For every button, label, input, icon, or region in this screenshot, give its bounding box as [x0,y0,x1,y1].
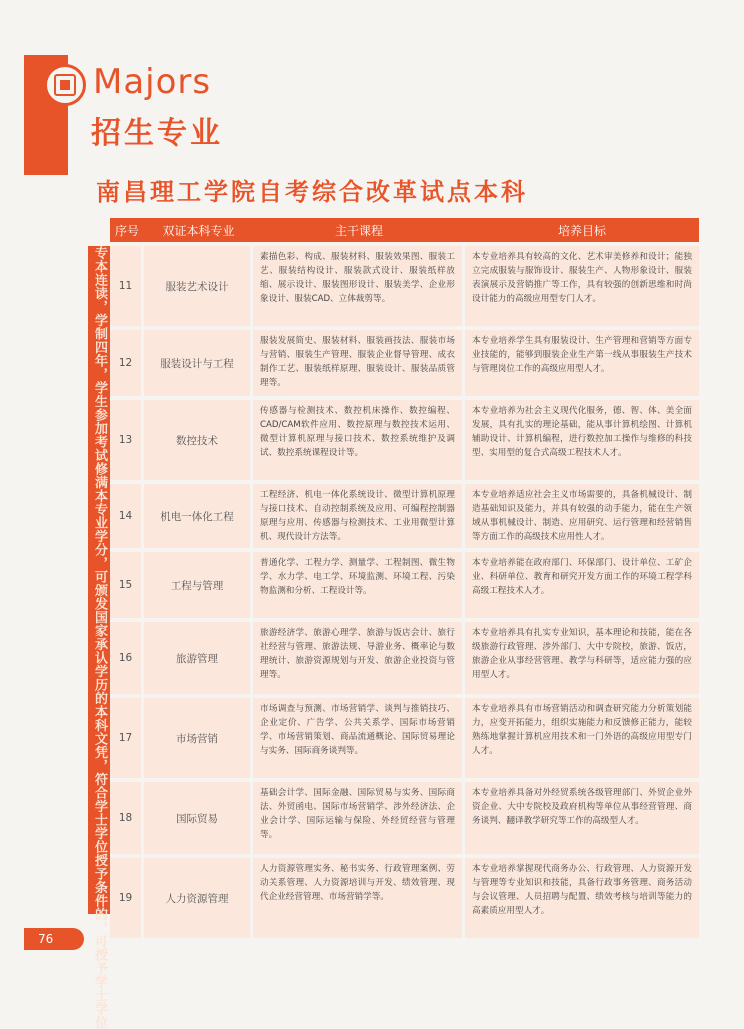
section-label-cn: 招生专业 [91,116,223,151]
row-major: 数控技术 [144,400,253,480]
table-row [110,400,699,480]
row-courses: 市场调查与预测、市场营销学、谈判与推销技巧、企业定价、广告学、公共关系学、国际市场营销学、市场营销策划、商品流通概论、国际贸易理论与实务、国际商务谈判等。 [253,698,465,778]
majors-table [110,218,699,938]
table-row [110,622,699,694]
row-goal: 本专业培养学生具有服装设计、生产管理和营销等方面专业技能的，能够到服装企业生产第一线从事服装生产技术与管理岗位工作的高级应用型人才。 [465,330,699,396]
row-courses: 工程经济、机电一体化系统设计、微型计算机原理与接口技术、自动控制系统及应用、可编程控制器原理与应用、传感器与检测技术、工业用微型计算机、现代设计方法等。 [253,484,465,548]
table-row [110,782,699,854]
row-goal: 本专业培养适应社会主义市场需要的，具备机械设计、制造基础知识及能力，并具有较强的动手能力，能在生产领域从事机械设计、制造、应用研究、运行管理和经营销售等方面工作的高级技术应用性人才。 [465,484,699,548]
row-goal: 本专业培养掌握现代商务办公、行政管理、人力资源开发与管理等专业知识和技能，具备行政事务管理、商务活动与会议管理、人员招聘与配置、绩效考核与培训等能力的高素质应用型人才。 [465,858,699,938]
page-number: 76 [24,928,84,950]
row-major: 服装艺术设计 [144,246,253,326]
emblem-icon [44,64,86,106]
side-note-text: 专本连读，学制四年，学生参加考试修满本专业学分，可颁发国家承认学历的本科文凭，符合学士学位授予条件的，可授予学士学位 [92,246,107,1029]
table-row [110,246,699,326]
row-no: 11 [110,246,144,326]
row-courses: 素描色彩、构成、服装材料、服装效果图、服装工艺、服装结构设计、服装款式设计、服装纸样放缩、展示设计、服装图形设计、服装美学、企业形象设计、服装CAD、立体裁剪等。 [253,246,465,326]
row-goal: 本专业培养具有扎实专业知识，基本理论和技能，能在各级旅游行政管理、涉外部门、大中专院校，旅游、饭店，旅游企业从事经营管理、教学与科研等，适应能力强的应用型人才。 [465,622,699,694]
row-goal: 本专业培养能在政府部门、环保部门、设计单位、工矿企业、科研单位、教育和研究开发方面工作的环境工程学科高级工程技术人才。 [465,552,699,618]
row-major: 机电一体化工程 [144,484,253,548]
row-major: 工程与管理 [144,552,253,618]
row-major: 人力资源管理 [144,858,253,938]
header-no: 序号 [114,223,139,238]
row-courses: 传感器与检测技术、数控机床操作、数控编程、CAD/CAM软件应用、数控原理与数控技术运用、微型计算机原理与接口技术、数控系统维护及调试、数控系统课程设计等。 [253,400,465,480]
row-major: 旅游管理 [144,622,253,694]
row-goal: 本专业培养为社会主义现代化服务，德、智、体、美全面发展，具有扎实的理论基础，能从事计算机绘图、计算机辅助设计、计算机编程，进行数控加工操作与维修的科技型、实用型的复合式高级工程技术人才。 [465,400,699,480]
row-major: 市场营销 [144,698,253,778]
header-goal: 培养目标 [557,223,606,238]
row-goal: 本专业培养具有较高的文化、艺术审美修养和设计；能独立完成服装与服饰设计、服装生产、人物形象设计、服装表演展示及营销推广等工作，具有较强的创新思维和时尚设计能力的高级应用型专门人才。 [465,246,699,326]
section-label-en: Majors [93,62,212,102]
row-goal: 本专业培养具备对外经贸系统各级管理部门、外贸企业外资企业、大中专院校及政府机构等单位从事经营管理、商务谈判、翻译教学研究等工作的高级型人才。 [465,782,699,854]
table-row [110,330,699,396]
row-courses: 基础会计学、国际金融、国际贸易与实务、国际商法、外贸函电、国际市场营销学、涉外经济法、企业会计学、国际运输与保险、外经贸经营与管理等。 [253,782,465,854]
row-no: 17 [110,698,144,778]
row-major: 国际贸易 [144,782,253,854]
row-no: 14 [110,484,144,548]
row-no: 12 [110,330,144,396]
table-row [110,698,699,778]
row-no: 16 [110,622,144,694]
side-note-bar [88,246,110,1029]
table-row [110,858,699,938]
row-no: 18 [110,782,144,854]
header-courses: 主干课程 [334,223,383,238]
row-no: 19 [110,858,144,938]
row-courses: 服装发展简史、服装材料、服装画技法、服装市场与营销、服装生产管理、服装企业督导管理、成衣制作工艺、服装纸样原理、服装设计、服装品质管理等。 [253,330,465,396]
row-major: 服装设计与工程 [144,330,253,396]
table-row [110,552,699,618]
row-no: 15 [110,552,144,618]
row-courses: 旅游经济学、旅游心理学、旅游与饭店会计、旅行社经营与管理、旅游法规、导游业务、概率论与数理统计、旅游资源规划与开发、旅游企业投资与管理等。 [253,622,465,694]
row-goal: 本专业培养具有市场营销活动和调查研究能力分析策划能力，应变开拓能力，组织实施能力和反馈修正能力，能较熟练地掌握计算机应用技术和一门外语的高级应用型专门人才。 [465,698,699,778]
header-major: 双证本科专业 [162,223,235,238]
table-row [110,484,699,548]
row-courses: 普通化学、工程力学、测量学、工程制图、微生物学、水力学、电工学、环境监测、环境工程、污染物监测和分析、工程设计等。 [253,552,465,618]
table-header [110,218,699,242]
row-courses: 人力资源管理实务、秘书实务、行政管理案例、劳动关系管理、人力资源培训与开发、绩效管理、现代企业经营管理、市场营销学等。 [253,858,465,938]
row-no: 13 [110,400,144,480]
page-title: 南昌理工学院自考综合改革试点本科 [96,178,528,206]
